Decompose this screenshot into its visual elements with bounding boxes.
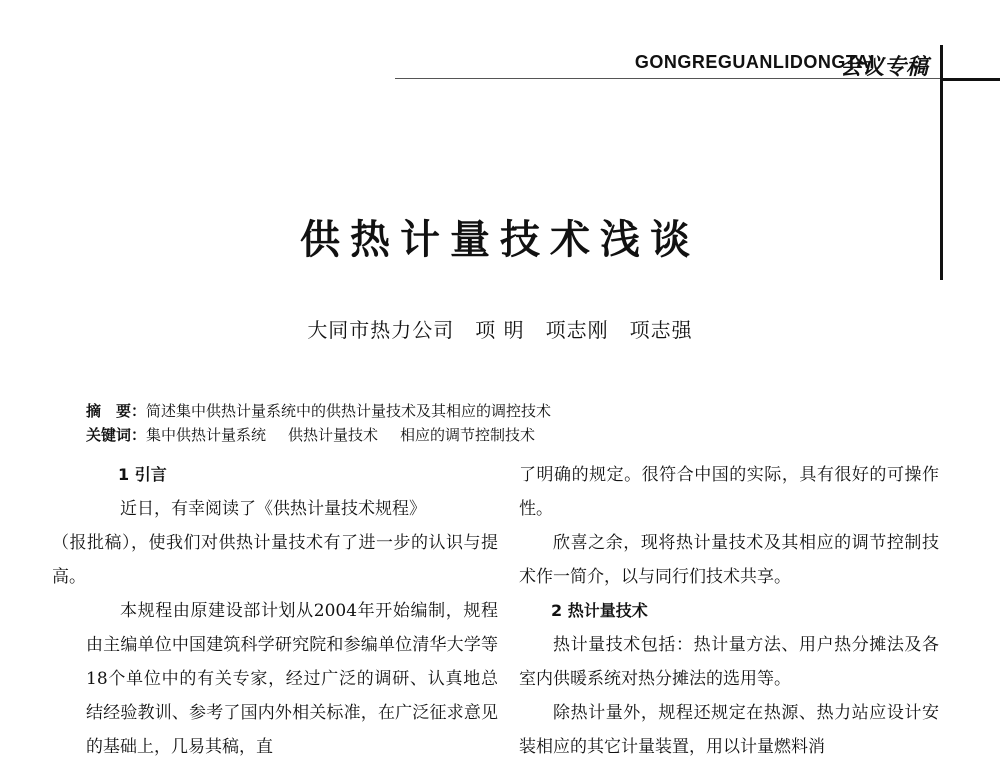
article-authors: 大同市热力公司 项 明 项志刚 项志强 <box>307 318 693 342</box>
body-paragraph: 除热计量外，规程还规定在热源、热力站应设计安装相应的其它计量装置，用以计量燃料消 <box>519 703 939 757</box>
abstract-text: 简述集中供热计量系统中的供热计量技术及其相应的调控技术 <box>146 402 552 420</box>
section-heading-metering: 2 热计量技术 <box>551 601 648 620</box>
abstract <box>86 401 946 421</box>
keywords <box>86 425 946 445</box>
body-column-left <box>52 458 498 764</box>
body-column-right <box>519 458 939 764</box>
header-rule <box>395 78 945 79</box>
body-paragraph <box>52 492 498 594</box>
section-heading-intro: 1 引言 <box>118 465 167 484</box>
body-paragraph: 欣喜之余，现将热计量技术及其相应的调节控制技术作一简介，以与同行们技术共享。 <box>519 533 939 587</box>
body-paragraph: 本规程由原建设部计划从2004年开始编制，规程由主编单位中国建筑科学研究院和参编单位清华大学等18个单位中的有关专家，经过广泛的调研、认真地总结经验教训、参考了国内外相关标准，在广泛征求意见的基础上，几易其稿，直 <box>86 601 498 757</box>
header-rule-thick <box>940 78 1000 81</box>
paragraph-continuation: （报批稿），使我们对供热计量技术有了进一步的认识与提高。 <box>52 533 498 587</box>
keyword-item: 供热计量技术 <box>288 426 379 444</box>
body-paragraph: 热计量技术包括：热计量方法、用户热分摊法及各室内供暖系统对热分摊法的选用等。 <box>519 635 939 689</box>
keyword-item: 集中供热计量系统 <box>146 426 267 444</box>
keywords-label: 关键词： <box>86 426 147 444</box>
running-header <box>0 40 1000 90</box>
paragraph-first-line: 近日，有幸阅读了《供热计量技术规程》 <box>120 499 426 519</box>
section-tag: 会议专稿 <box>839 54 928 80</box>
article-title: 供热计量技术浅谈 <box>300 217 700 263</box>
running-title: GONGREGUANLIDONGTAI <box>634 52 875 72</box>
body-paragraph-continued: 了明确的规定。很符合中国的实际，具有很好的可操作性。 <box>519 465 939 519</box>
abstract-label: 摘 要： <box>86 402 147 420</box>
keyword-item: 相应的调节控制技术 <box>400 426 536 444</box>
